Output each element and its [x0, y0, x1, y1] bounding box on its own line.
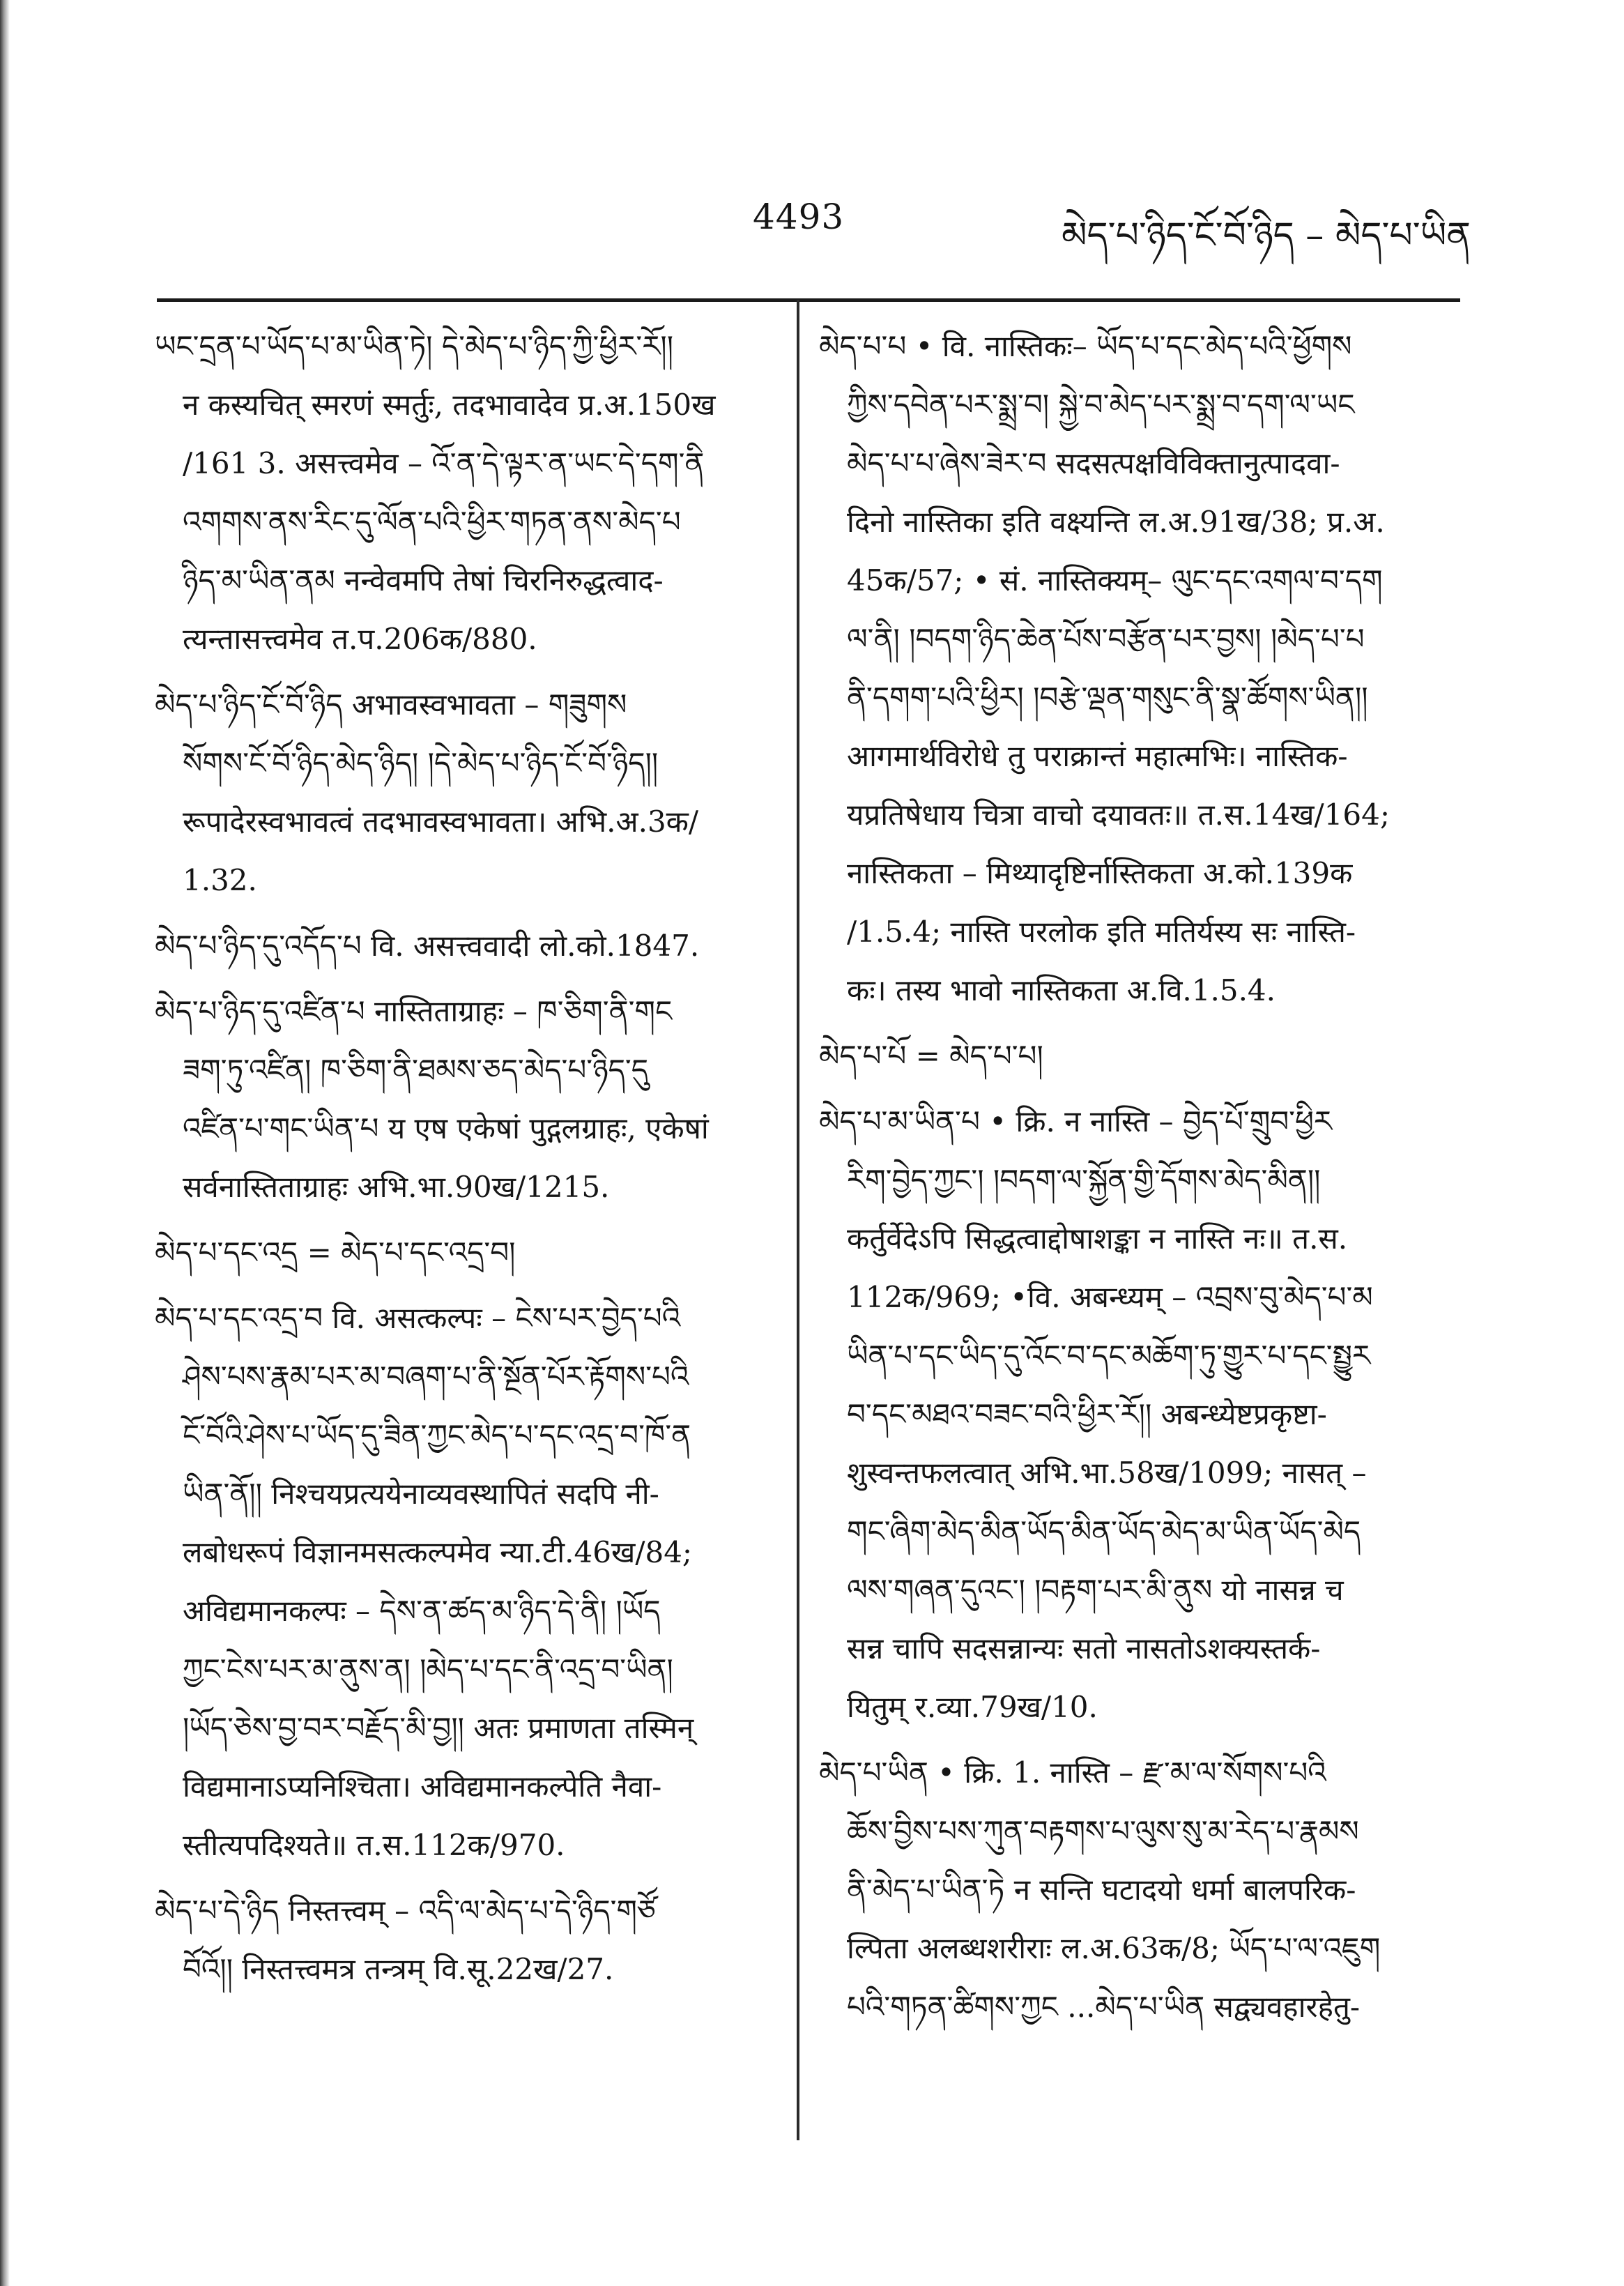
dictionary-entry: [155, 1224, 774, 1282]
entry-line: कः। तस्य भावो नास्तिकता अ.वि.1.5.4.: [847, 973, 1276, 1007]
entry-line: ནི་དགག་པའི་ཕྱིར། །བརྩེ་ལྡན་གསུང་ནི་སྣ་ཚོགས་ཡིན།།: [847, 680, 1368, 715]
entry-headline: མེད་པ་ཉིད་དུ་འཛིན་པ नास्तिताग्राहः – ཁ་ཅིག་ནི་གང: [155, 994, 673, 1028]
entry-headline: མེད་པ་པ • वि. नास्तिकः– ཡོད་པ་དང་མེད་པའི་ཕྱོགས: [819, 329, 1352, 363]
column-divider: [797, 300, 799, 2140]
entry-line: /1.5.4; नास्ति परलोक इति मतिर्यस्य सः नास्ति-: [847, 915, 1356, 949]
entry-line: नास्तिकता – मिथ्यादृष्टिर्नास्तिकता अ.को.139क: [847, 856, 1353, 890]
dictionary-entry: [155, 917, 774, 975]
entry-line: ཟག་ཏུ་འཛིན། ཁ་ཅིག་ནི་ཐམས་ཅད་མེད་པ་ཉིད་དུ: [183, 1053, 649, 1087]
entry-line: ནི་མེད་པ་ཡིན་ཏེ न सन्ति घटादयो धर्मा बालपरिक-: [847, 1873, 1356, 1907]
entry-line: आगमार्थविरोधे तु पराक्रान्तं महात्मभिः। नास्तिक-: [847, 739, 1348, 773]
entry-line: ལས་གཞན་དུའང་། །བརྟག་པར་མི་ནུས यो नासन्न च: [847, 1573, 1344, 1607]
right-column: [819, 317, 1471, 2043]
entry-line: यप्रतिषेधाय चित्रा वाचो दयावतः॥ त.स.14ख/164;: [847, 798, 1390, 832]
entry-line: པའི་གཏན་ཚིགས་ཀྱང ...མེད་པ་ཡིན सद्व्यवहारहेतु-: [847, 1990, 1361, 2024]
entry-line: ཡིན་པ་དང་ཡིད་དུ་འོང་བ་དང་མཆོག་ཏུ་གྱུར་པ་དང་སྤྱུར: [847, 1339, 1371, 1373]
entry-headline: མེད་པ་དང་འདྲ་བ वि. असत्कल्पः – ངེས་པར་བྱེད་པའི: [155, 1301, 681, 1335]
entry-line: न कस्यचित् स्मरणं स्मर्तुः, तदभावादेव प्र.अ.150ख: [183, 388, 716, 422]
entry-headline: མེད་པ་དང་འདྲ = མེད་པ་དང་འདྲ་བ།: [155, 1235, 516, 1270]
entry-headline: མེད་པ་ཡིན • क्रि. 1. नास्ति – རྫ་མ་ལ་སོགས་པའི: [819, 1755, 1326, 1790]
entry-line: 112क/969; •वि. अबन्ध्यम् – འབྲས་བུ་མེད་པ་མ: [847, 1280, 1373, 1314]
entry-line: सन्न चापि सदसन्नान्यः सतो नासतोऽशक्यस्तर्क-: [847, 1631, 1321, 1666]
dictionary-entry: [819, 317, 1471, 1020]
entry-line: त्यन्तासत्त्वमेव त.प.206क/880.: [183, 622, 537, 656]
entry-line: འགགས་ནས་རིང་དུ་ལོན་པའི་ཕྱིར་གཏན་ནས་མེད་པ: [183, 505, 681, 539]
page-number: 4493: [753, 197, 845, 237]
entry-headline: མེད་པ་ཉིད་དུ་འདོད་པ वि. असत्त्ववादी लो.को.1847.: [155, 929, 700, 963]
running-head: མེད་པ་ཉིད་ངོ་བོ་ཉིད – མེད་པ་ཡིན: [1062, 215, 1471, 257]
entry-line: यितुम् र.व्या.79ख/10.: [847, 1690, 1098, 1724]
entry-line: །ཡོད་ཅེས་བྱ་བར་བརྗོད་མི་བྱ།། अतः प्रमाणता तस्मिन्: [183, 1711, 694, 1745]
entry-line: ཀྱང་ངེས་པར་མ་ནུས་ན། །མེད་པ་དང་ནི་འདྲ་བ་ཡིན།: [183, 1652, 673, 1686]
entry-line: གང་ཞིག་མེད་མིན་ཡོད་མིན་ཡོད་མེད་མ་ཡིན་ཡོད་མེད: [847, 1514, 1361, 1548]
entry-headline: མེད་པ་དེ་ཉིད निस्तत्त्वम् – འདི་ལ་མེད་པ་དེ་ཉིད་གཙོ: [155, 1893, 656, 1928]
entry-line: दिनो नास्तिका इति वक्ष्यन्ति ल.अ.91ख/38; प्र.अ.: [847, 505, 1385, 539]
entry-line: सर्वनास्तिताग्राहः अभि.भा.90ख/1215.: [183, 1170, 610, 1204]
entry-line: སོགས་ངོ་བོ་ཉིད་མེད་ཉིད། །དེ་མེད་པ་ཉིད་ངོ་བོ་ཉིད།།: [183, 746, 659, 780]
entry-line: ཤེས་པས་རྣམ་པར་མ་བཞག་པ་ནི་སྔོན་པོར་རྟོགས་པའི: [183, 1359, 689, 1394]
entry-line: ལ་ནི། །བདག་ཉིད་ཆེན་པོས་བརྩོན་པར་བྱས། །མེད་པ་པ: [847, 622, 1365, 656]
dictionary-entry: [819, 1027, 1471, 1085]
entry-line: विद्यमानाऽप्यनिश्चिता। अविद्यमानकल्पेति नैवा-: [183, 1769, 662, 1804]
dictionary-entry: [155, 317, 774, 669]
entry-line: कर्तुर्वेदेऽपि सिद्धत्वाद्दोषाशङ्का न नास्ति नः॥ त.स.: [847, 1221, 1348, 1256]
entry-line: བ་དང་མཐའ་བཟང་བའི་ཕྱིར་རོ།། अबन्ध्येष्टप्रकृष्टा-: [847, 1397, 1327, 1431]
entry-line: /161 3. असत्त्वमेव – འོ་ན་དེ་ལྟར་ན་ཡང་དེ་དག་ནི: [183, 446, 705, 480]
entry-line: अविद्यमानकल्पः – དེས་ན་ཚད་མ་ཉིད་དེ་ནི། །ཡོད: [183, 1594, 661, 1628]
entry-line: ཡིན་ནོ།། निश्चयप्रत्ययेनाव्यवस्थापितं सदपि नी-: [183, 1477, 659, 1511]
entry-line: བོའོ།། निस्तत्त्वमत्र तन्त्रम् वि.सू.22ख/27.: [183, 1952, 614, 1986]
entry-line: स्तीत्यपदिश्यते॥ त.स.112क/970.: [183, 1828, 565, 1862]
dictionary-entry: [155, 676, 774, 910]
dictionary-entry: [155, 982, 774, 1217]
entry-line: 45क/57; • सं. नास्तिक्यम्– ལུང་དང་འགལ་བ་དག: [847, 563, 1383, 597]
page-edge-shadow: [0, 0, 10, 2286]
dictionary-entry: [819, 1092, 1471, 1737]
entry-line: ཀྱིས་དབེན་པར་སྨྲ་བ། སྐྱེ་བ་མེད་པར་སྨྲ་བ་དག་ལ་ཡང: [847, 388, 1355, 422]
left-column: [155, 317, 774, 2006]
entry-line: ངོ་བོའི་ཤེས་པ་ཡོད་དུ་ཟིན་ཀྱང་མེད་པ་དང་འདྲ་བ་ཁོ་ན: [183, 1418, 691, 1452]
entry-line: 1.32.: [183, 863, 257, 897]
dictionary-entry: [155, 1289, 774, 1875]
entry-line: ཆོས་བྱིས་པས་ཀུན་བརྟགས་པ་ལུས་སུ་མ་རེད་པ་རྣམས: [847, 1814, 1359, 1848]
header-rule: [157, 298, 1460, 302]
entry-line: ཉིད་མ་ཡིན་ནམ नन्वेवमपि तेषां चिरनिरुद्धत्वाद-: [183, 563, 664, 597]
entry-line: རིག་བྱེད་ཀྱང་། །བདག་ལ་སྐྱོན་གྱི་དོགས་མེད་མིན།།: [847, 1163, 1321, 1197]
entry-line: འཛིན་པ་གང་ཡིན་པ य एष एकेषां पुद्गलग्राहः, एकेषां: [183, 1111, 709, 1145]
entry-headline: མེད་པ་ཉིད་ངོ་བོ་ཉིད अभावस्वभावता – གཟུགས: [155, 687, 627, 722]
entry-line: रूपादेरस्वभावत्वं तदभावस्वभावता। अभि.अ.3क/: [183, 805, 699, 839]
entry-line: शुस्वन्तफलत्वात् अभि.भा.58ख/1099; नासत् –: [847, 1456, 1367, 1490]
dictionary-entry: [155, 1882, 774, 1999]
entry-line: लबोधरूपं विज्ञानमसत्कल्पमेव न्या.टी.46ख/84;: [183, 1535, 693, 1569]
entry-line: ल्पिता अलब्धशरीराः ल.अ.63क/8; ཡོད་པ་ལ་འཇུག: [847, 1931, 1381, 1965]
entry-headline: མེད་པ་མ་ཡིན་པ • क्रि. न नास्ति – བྱེད་པོ་གྲུབ་ཕྱིར: [819, 1104, 1333, 1138]
entry-headline: ཡང་དྲན་པ་ཡོད་པ་མ་ཡིན་ཏེ། དེ་མེད་པ་ཉིད་ཀྱི་ཕྱིར་རོ།།: [155, 329, 674, 363]
entry-line: མེད་པ་པ་ཞེས་ཟེར་བ सदसत्पक्षविविक्तानुत्पादवा-: [847, 446, 1340, 480]
entry-headline: མེད་པ་པོ = མེད་པ་པ།: [819, 1039, 1043, 1073]
dictionary-entry: [819, 1744, 1471, 2036]
